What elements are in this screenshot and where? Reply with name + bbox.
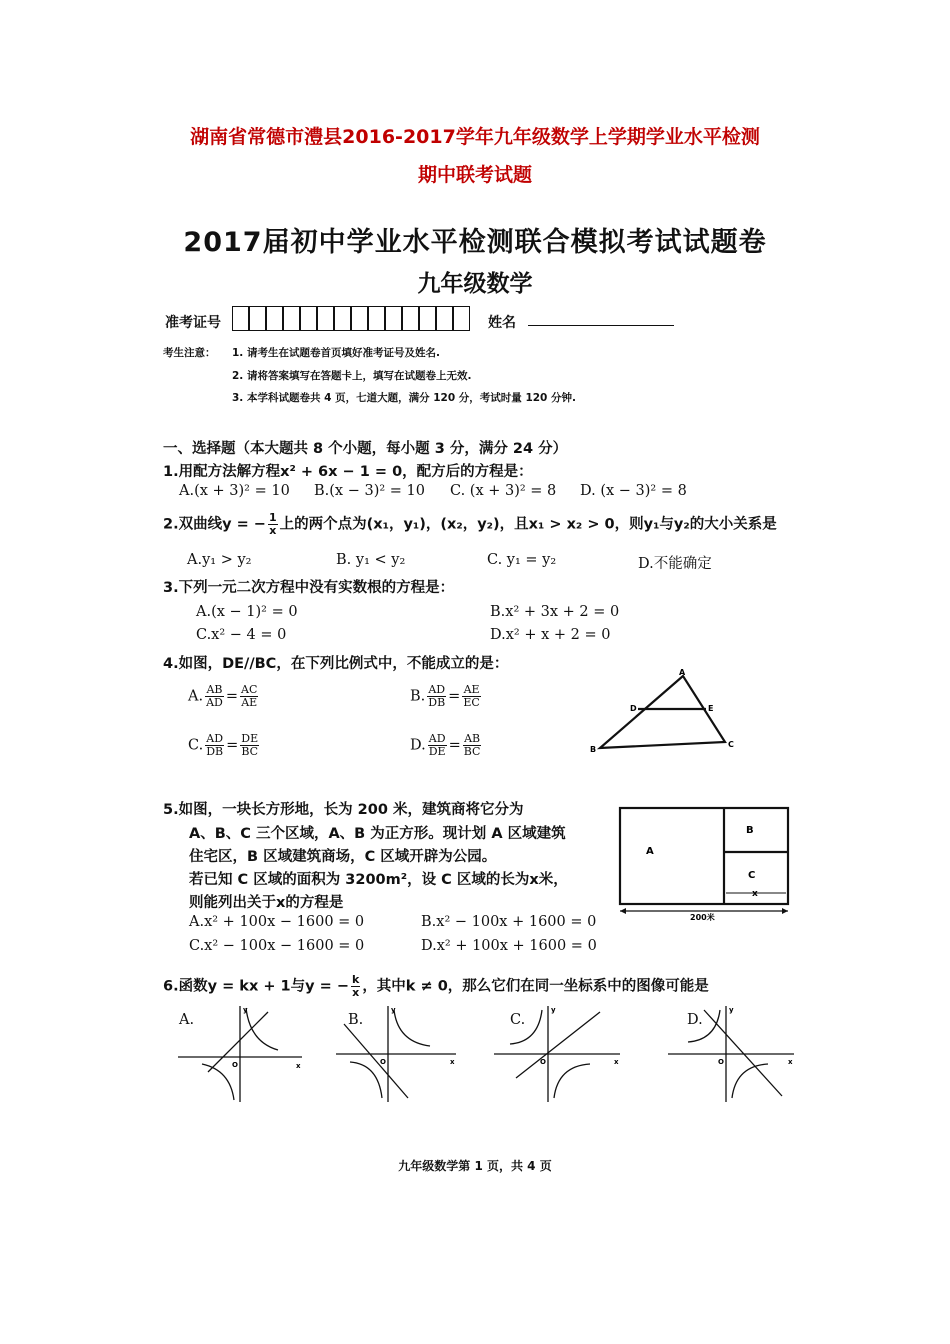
linear-line [704, 1010, 782, 1096]
exam-id-box[interactable] [436, 306, 453, 331]
sub-title: 九年级数学 [417, 271, 533, 297]
exam-id-boxes[interactable] [232, 306, 472, 331]
x-axis-label: x [296, 1062, 301, 1070]
q4-b-label: B. [410, 688, 426, 705]
q6-stem-b: ，其中k ≠ 0，那么它们在同一坐标系中的图像可能是 [362, 978, 709, 995]
exam-id-box[interactable] [300, 306, 317, 331]
q1-option-c[interactable]: C. (x + 3)² = 8 [450, 483, 557, 499]
point-a-label: A [679, 668, 686, 677]
q1-stem: 1.用配方法解方程x² + 6x − 1 = 0，配方后的方程是： [163, 464, 533, 480]
exam-id-box[interactable] [266, 306, 283, 331]
exam-id-box[interactable] [453, 306, 470, 331]
section-heading: 一、选择题（本大题共 8 个小题，每小题 3 分，满分 24 分） [163, 441, 568, 457]
q4-stem: 4.如图，DE//BC，在下列比例式中，不能成立的是： [163, 656, 509, 672]
q5-line5: 则能列出关于x的方程是 [189, 895, 344, 911]
q6-option-c-label[interactable]: C. [510, 1012, 526, 1028]
hyperbola-branch-2 [350, 1062, 382, 1098]
q6-stem-a: 6.函数y = kx + 1与y = − [163, 978, 349, 995]
x-axis-label: x [450, 1058, 455, 1066]
q3-option-d[interactable]: D.x² + x + 2 = 0 [490, 627, 611, 643]
hyperbola-branch-1 [688, 1010, 720, 1042]
x-axis-label: x [788, 1058, 793, 1066]
exam-id-box[interactable] [249, 306, 266, 331]
y-axis-label: y [729, 1006, 734, 1014]
q4-option-d[interactable]: D. $\frac{AD}{DE}$ = $\frac{AB}{BC}$ [410, 732, 481, 758]
q1-option-b[interactable]: B.(x − 3)² = 10 [314, 483, 425, 499]
q3-option-b[interactable]: B.x² + 3x + 2 = 0 [490, 604, 620, 620]
q2-stem [163, 512, 777, 537]
q4-a-n2: AC [241, 683, 258, 696]
q4-c-d1: DB [206, 745, 224, 758]
q4-c-label: C. [188, 737, 204, 754]
q2-frac-num: 1 [268, 511, 277, 524]
q4-d-label: D. [410, 737, 426, 754]
q5-option-a[interactable]: A.x² + 100x − 1600 = 0 [189, 914, 365, 930]
q4-d-n1: AD [428, 732, 446, 745]
q6-frac-num: k [351, 973, 360, 986]
origin-label: O [232, 1061, 238, 1069]
q5-option-c[interactable]: C.x² − 100x − 1600 = 0 [189, 938, 365, 954]
region-b-label: B [746, 825, 754, 836]
q4-option-c[interactable]: C. $\frac{AD}{DB}$ = $\frac{DE}{BC}$ [188, 732, 259, 758]
q6-option-d-label[interactable]: D. [687, 1012, 703, 1028]
triangle-abc [600, 676, 725, 748]
q6-option-a-label[interactable]: A. [179, 1012, 195, 1028]
q5-line3: 住宅区，B 区域建筑商场，C 区域开辟为公园。 [189, 849, 497, 865]
name-underline[interactable] [528, 325, 674, 326]
notes-label: 考生注意： [163, 347, 216, 359]
y-axis-label: y [391, 1006, 396, 1014]
q6-graph-c[interactable] [494, 1002, 624, 1102]
q6-graph-a[interactable] [178, 1002, 306, 1102]
q3-stem: 3.下列一元二次方程中没有实数根的方程是： [163, 580, 455, 596]
exam-id-box[interactable] [385, 306, 402, 331]
hyperbola-branch-2 [732, 1064, 768, 1098]
point-d-label: D [630, 704, 637, 713]
q4-b-d2: EC [463, 696, 480, 709]
q4-d-d2: BC [463, 745, 481, 758]
region-a-label: A [646, 846, 654, 857]
y-axis-label: y [551, 1006, 556, 1014]
point-b-label: B [590, 745, 597, 754]
origin-label: O [718, 1058, 724, 1066]
q3-option-a[interactable]: A.(x − 1)² = 0 [196, 604, 298, 620]
note-item-1: 1. 请考生在试题卷首页填好准考证号及姓名. [232, 347, 440, 359]
exam-id-box[interactable] [402, 306, 419, 331]
q2-option-c[interactable]: C. y₁ = y₂ [487, 552, 557, 568]
name-label: 姓名 [488, 315, 516, 331]
q2-frac-den: x [269, 524, 277, 537]
q2-fraction [268, 512, 278, 537]
exam-id-box[interactable] [283, 306, 300, 331]
hyperbola-branch-2 [202, 1064, 234, 1100]
q5-rectangle-figure [612, 800, 797, 922]
hyperbola-branch-1 [394, 1010, 430, 1046]
q5-line4: 若已知 C 区域的面积为 3200m²，设 C 区域的长为x米， [189, 872, 568, 888]
q4-c-n2: DE [241, 732, 259, 745]
q4-a-d1: AD [206, 696, 223, 709]
q5-option-d[interactable]: D.x² + 100x + 1600 = 0 [421, 938, 597, 954]
q4-a-d2: AE [241, 696, 258, 709]
note-item-3: 3. 本学科试题卷共 4 页，七道大题，满分 120 分，考试时量 120 分钟. [232, 392, 577, 404]
q4-option-b[interactable]: B. $\frac{AD}{DB}$ = $\frac{AE}{EC}$ [410, 683, 480, 709]
region-c-label: C [748, 870, 756, 881]
linear-line [344, 1024, 408, 1098]
exam-id-box[interactable] [351, 306, 368, 331]
q2-stem-b: 上的两个点为(x₁，y₁)，(x₂，y₂)，且x₁ > x₂ > 0，则y₁与y₂的大小关系是 [279, 516, 777, 533]
q4-b-d1: DB [428, 696, 446, 709]
x-axis-label: x [614, 1058, 619, 1066]
red-title-line1: 湖南省常德市澧县2016-2017学年九年级数学上学期学业水平检测 [190, 126, 760, 148]
exam-id-box[interactable] [232, 306, 249, 331]
q6-graph-d[interactable] [668, 1002, 798, 1102]
q4-b-n2: AE [463, 683, 480, 696]
q4-c-n1: AD [206, 732, 224, 745]
origin-label: O [380, 1058, 386, 1066]
q4-triangle-figure [585, 664, 745, 756]
q3-option-c[interactable]: C.x² − 4 = 0 [196, 627, 287, 643]
origin-label: O [540, 1058, 546, 1066]
q4-d-d1: DE [428, 745, 446, 758]
exam-id-box[interactable] [334, 306, 351, 331]
q4-c-d2: BC [241, 745, 259, 758]
x-dimension-label: x [752, 889, 758, 899]
main-title: 2017届初中学业水平检测联合模拟考试试题卷 [183, 227, 767, 258]
y-axis-label: y [243, 1006, 248, 1014]
note-item-2: 2. 请将答案填写在答题卡上，填写在试题卷上无效. [232, 370, 472, 382]
q2-stem-a: 2.双曲线y = − [163, 516, 266, 533]
q5-line2: A、B、C 三个区域，A、B 为正方形。现计划 A 区域建筑 [189, 826, 566, 842]
arrow-left [620, 908, 626, 914]
q2-option-a[interactable]: A.y₁ > y₂ [187, 552, 252, 568]
q5-option-b[interactable]: B.x² − 100x + 1600 = 0 [421, 914, 597, 930]
q4-a-label: A. [188, 688, 204, 705]
hyperbola-branch-2 [554, 1064, 590, 1098]
q2-option-d[interactable]: D.不能确定 [638, 556, 712, 572]
q6-stem [163, 974, 709, 999]
arrow-right [782, 908, 788, 914]
point-e-label: E [708, 704, 714, 713]
linear-line [516, 1012, 600, 1078]
exam-id-box[interactable] [419, 306, 436, 331]
q1-option-a[interactable]: A.(x + 3)² = 10 [179, 483, 290, 499]
q5-line1: 5.如图，一块长方形地，长为 200 米，建筑商将它分为 [163, 802, 524, 818]
exam-id-label: 准考证号 [165, 315, 221, 331]
q4-d-n2: AB [464, 732, 481, 745]
linear-line [208, 1012, 268, 1072]
q4-option-a[interactable]: A. $\frac{AB}{AD}$ = $\frac{AC}{AE}$ [188, 683, 258, 709]
q4-b-n1: AD [428, 683, 446, 696]
exam-id-box[interactable] [368, 306, 385, 331]
q1-option-d[interactable]: D. (x − 3)² = 8 [580, 483, 687, 499]
q6-frac-den: x [352, 986, 360, 999]
q6-fraction [351, 974, 360, 999]
q4-a-n1: AB [206, 683, 223, 696]
red-title-line2: 期中联考试题 [417, 164, 532, 186]
q2-option-b[interactable]: B. y₁ < y₂ [336, 552, 406, 568]
hyperbola-branch-1 [510, 1010, 542, 1044]
length-label: 200米 [690, 913, 715, 922]
exam-id-box[interactable] [317, 306, 334, 331]
page-footer: 九年级数学第 1 页，共 4 页 [398, 1159, 552, 1173]
q6-option-b-label[interactable]: B. [348, 1012, 364, 1028]
q6-graph-b[interactable] [336, 1002, 460, 1102]
point-c-label: C [728, 740, 734, 749]
